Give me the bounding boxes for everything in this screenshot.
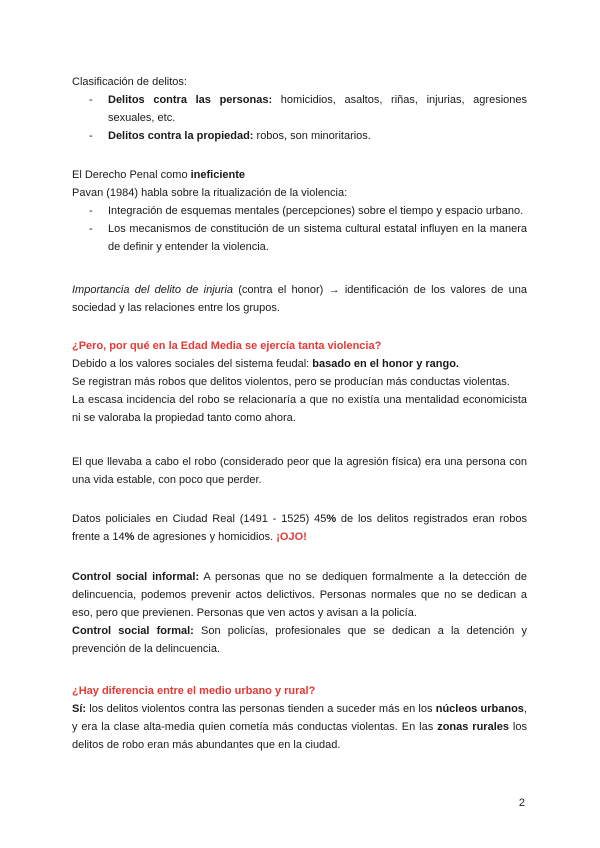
robos-line: Se registran más robos que delitos violentos, pero se producían más conductas violentas. <box>72 376 510 388</box>
ojo-alert: ¡OJO! <box>276 531 307 543</box>
clasificacion-heading: Clasificación de delitos: <box>72 76 187 88</box>
control-section <box>72 568 527 658</box>
injuria-paragraph: Importancia del delito de injuria (contra el honor) → identificación de los valores de una sociedad y las relaciones entre los grupos. <box>72 284 527 314</box>
urbano-answer: Sí: los delitos violentos contra las personas tienden a suceder más en los núcleos urbanos, y era la clase alta-media quien cometía más conductas violentas. En las zonas rurales los delitos de robo eran más abundantes que en la ciudad. <box>72 703 527 751</box>
derecho-line: El Derecho Penal como ineficiente <box>72 169 246 181</box>
robo-paragraph: El que llevaba a cabo el robo (considerado peor que la agresión física) era una persona con una vida estable, con poco que perder. <box>72 456 527 486</box>
edad-media-section <box>72 337 527 427</box>
urbano-section <box>72 682 527 754</box>
edad-media-question: ¿Pero, por qué en la Edad Media se ejercía tanta violencia? <box>72 340 382 352</box>
page-number: 2 <box>518 797 525 809</box>
datos-paragraph: Datos policiales en Ciudad Real (1491 - 1525) 45% de los delitos registrados eran robos frente a 14% de agresiones y homicidios. ¡OJO! <box>72 513 527 543</box>
list-item: - Delitos contra la propiedad: robos, son minoritarios. <box>72 127 527 145</box>
pavan-line: Pavan (1984) habla sobre la ritualización de la violencia: <box>72 187 348 199</box>
urbano-question: ¿Hay diferencia entre el medio urbano y rural? <box>72 685 316 697</box>
list-item: - Delitos contra las personas: homicidios, asaltos, riñas, injurias, agresiones sexuales, etc. <box>72 91 527 127</box>
list-item: - Los mecanismos de constitución de un sistema cultural estatal influyen en la manera de definir y entender la violencia. <box>72 220 527 256</box>
list-item: - Integración de esquemas mentales (percepciones) sobre el tiempo y espacio urbano. <box>72 202 527 220</box>
clasificacion-section <box>72 73 527 145</box>
control-formal: Control social formal: Son policías, profesionales que se dedican a la detención y prevención de la delincuencia. <box>72 625 527 655</box>
incidencia-line: La escasa incidencia del robo se relacionaría a que no existía una mentalidad economicista ni se valoraba la propiedad tanto como ahora. <box>72 394 527 424</box>
feudal-line: Debido a los valores sociales del sistema feudal: basado en el honor y rango. <box>72 358 459 370</box>
derecho-section <box>72 166 527 256</box>
control-informal: Control social informal: A personas que no se dediquen formalmente a la detección de delincuencia, podemos prevenir actos delictivos. Personas normales que no se dedican a eso, pero que previenen. Personas que ven actos y avisan a la policía. <box>72 571 527 619</box>
